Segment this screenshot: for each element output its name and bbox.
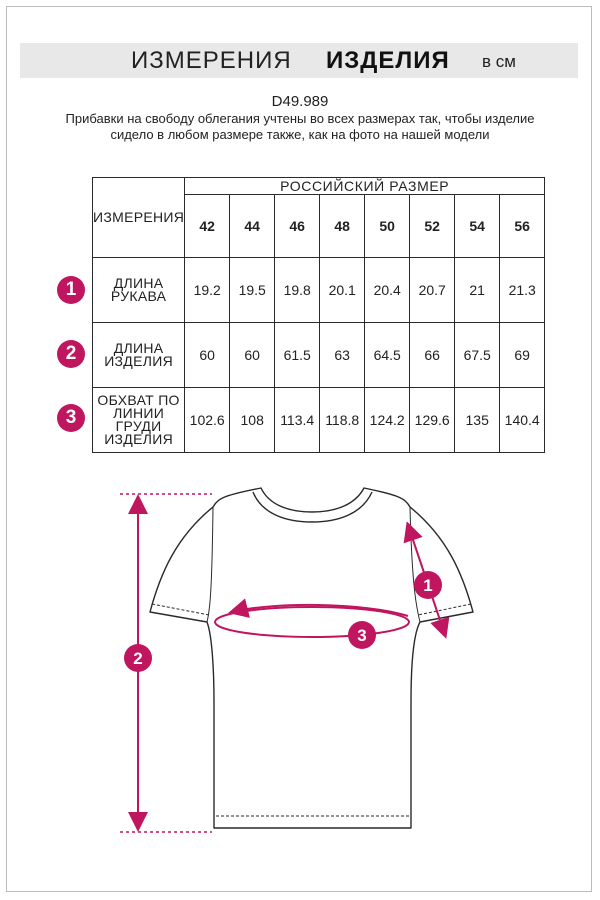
corner-label: ИЗМЕРЕНИЯ: [93, 178, 185, 258]
value-cell: 108: [230, 388, 275, 453]
row-badge-3: 3: [57, 404, 85, 432]
value-cell: 124.2: [365, 388, 410, 453]
size-cell: 48: [320, 195, 365, 258]
value-cell: 129.6: [410, 388, 455, 453]
size-cell: 56: [500, 195, 545, 258]
table-row-chest-girth: [93, 388, 545, 453]
size-cell: 44: [230, 195, 275, 258]
table-row-garment-length: [93, 323, 545, 388]
value-cell: 60: [185, 323, 230, 388]
tshirt-diagram: [0, 470, 600, 850]
value-cell: 60: [230, 323, 275, 388]
value-cell: 61.5: [275, 323, 320, 388]
table-header-row: [93, 178, 545, 195]
marker-2-label: 2: [133, 649, 143, 668]
value-cell: 135: [455, 388, 500, 453]
value-cell: 66: [410, 323, 455, 388]
row-label-chest-girth: ОБХВАТ ПО ЛИНИИ ГРУДИ ИЗДЕЛИЯ: [93, 388, 185, 453]
size-table: [92, 177, 545, 453]
size-cell: 42: [185, 195, 230, 258]
size-cell: 46: [275, 195, 320, 258]
value-cell: 102.6: [185, 388, 230, 453]
value-cell: 63: [320, 323, 365, 388]
title-garment: ИЗДЕЛИЯ: [326, 47, 450, 74]
value-cell: 19.5: [230, 258, 275, 323]
marker-1-label: 1: [423, 576, 433, 595]
fit-note: Прибавки на свободу облегания учтены во всех размерах так, чтобы изделие сидело в любом размере также, как на фото на нашей модели: [65, 111, 535, 142]
row-badge-1: 1: [57, 276, 85, 304]
tshirt-outline: [150, 488, 473, 828]
size-cell: 54: [455, 195, 500, 258]
value-cell: 19.2: [185, 258, 230, 323]
value-cell: 20.4: [365, 258, 410, 323]
diagram-markers: [124, 571, 442, 672]
value-cell: 67.5: [455, 323, 500, 388]
row-label-garment-length: ДЛИНА ИЗДЕЛИЯ: [93, 323, 185, 388]
size-cell: 50: [365, 195, 410, 258]
russian-size-label: РОССИЙСКИЙ РАЗМЕР: [185, 178, 545, 195]
title-units: в см: [482, 52, 516, 71]
value-cell: 20.1: [320, 258, 365, 323]
value-cell: 21: [455, 258, 500, 323]
title-bar: [20, 43, 578, 78]
measurement-lines: [120, 494, 445, 832]
value-cell: 69: [500, 323, 545, 388]
value-cell: 64.5: [365, 323, 410, 388]
row-label-sleeve-length: ДЛИНА РУКАВА: [93, 258, 185, 323]
row-badge-2: 2: [57, 340, 85, 368]
value-cell: 20.7: [410, 258, 455, 323]
article-number: D49.989: [271, 93, 329, 110]
size-cell: 52: [410, 195, 455, 258]
value-cell: 113.4: [275, 388, 320, 453]
value-cell: 21.3: [500, 258, 545, 323]
value-cell: 19.8: [275, 258, 320, 323]
marker-3-label: 3: [357, 626, 367, 645]
value-cell: 140.4: [500, 388, 545, 453]
table-row-sleeve-length: [93, 258, 545, 323]
value-cell: 118.8: [320, 388, 365, 453]
title-measurements: ИЗМЕРЕНИЯ: [131, 47, 292, 74]
